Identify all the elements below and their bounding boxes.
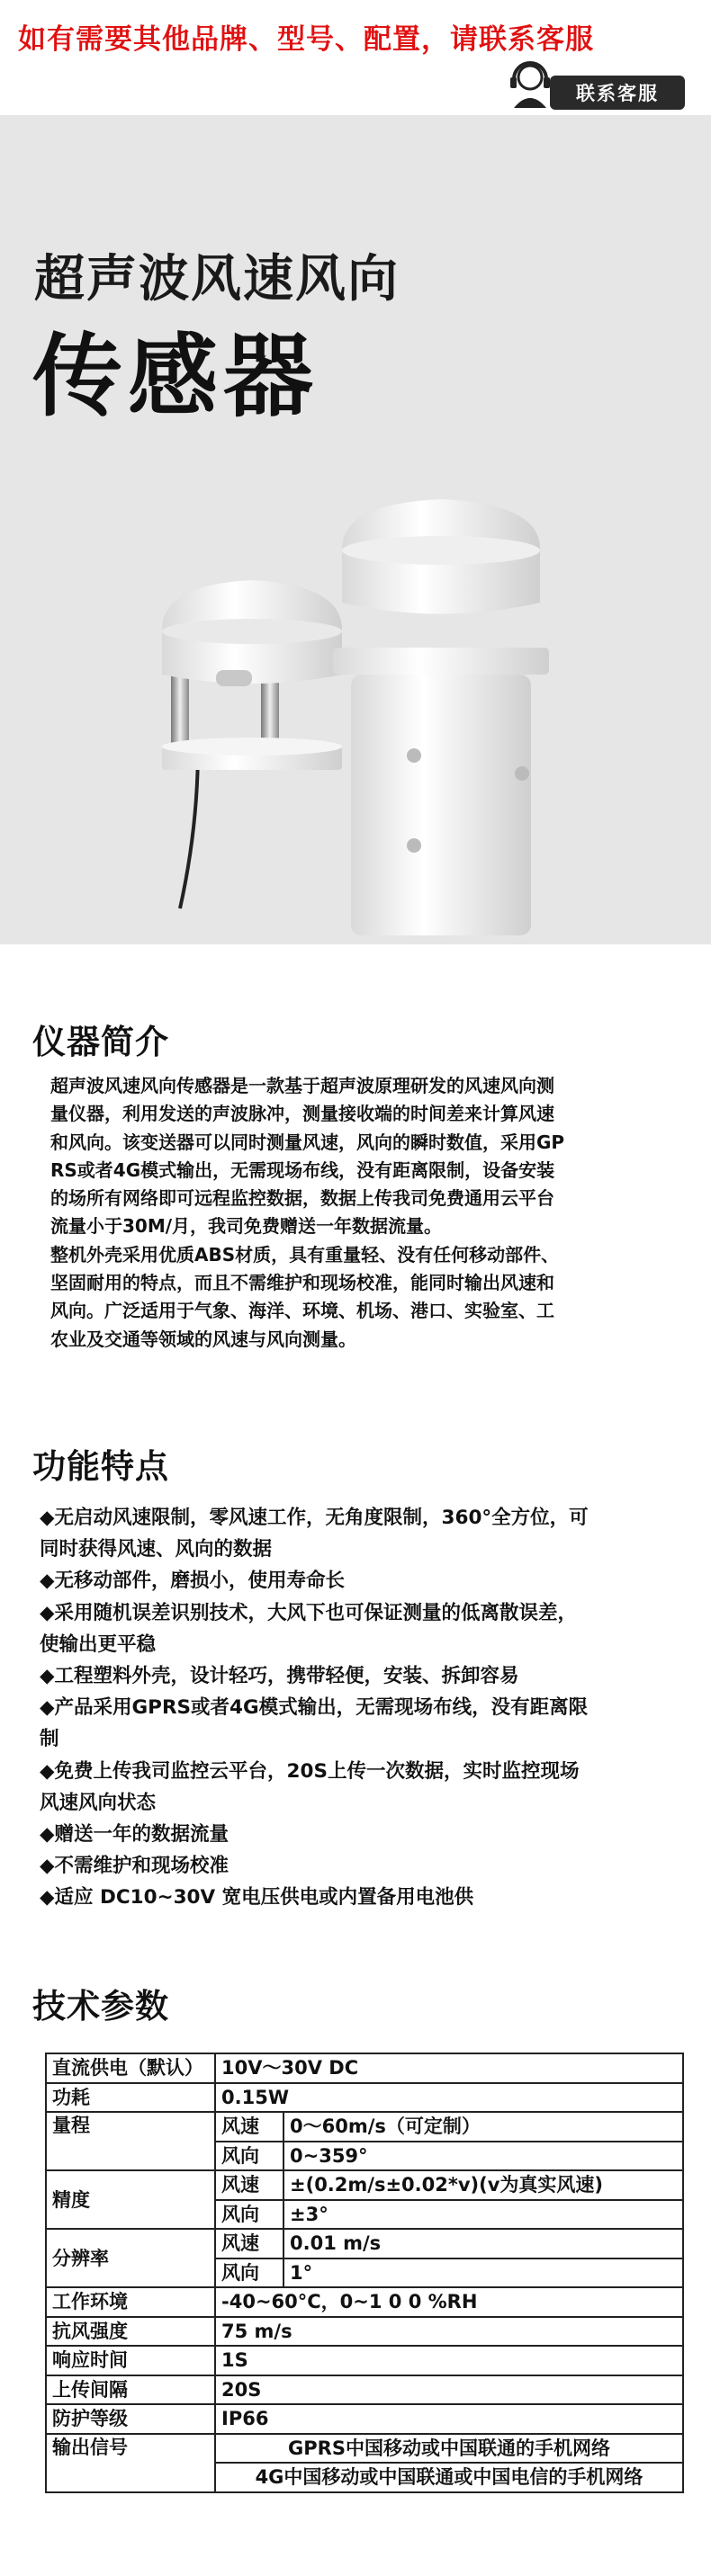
sensor-illustration [144, 477, 558, 944]
intro-line: RS或者4G模式输出，无需现场布线，没有距离限制，设备安装 [50, 1158, 555, 1181]
intro-title: 仪器简介 [32, 1023, 169, 1061]
spec-sublabel: 风速 [215, 2229, 284, 2258]
spec-value: ±3° [284, 2200, 683, 2230]
spec-table [45, 2053, 684, 2493]
specs-title: 技术参数 [32, 1987, 169, 2026]
spec-label: 量程 [46, 2112, 215, 2170]
customer-service[interactable] [500, 56, 698, 110]
table-row [46, 2053, 683, 2083]
banner-text: 如有需要其他品牌、型号、配置，请联系客服 [18, 23, 594, 56]
intro-line: 农业及交通等领域的风速与风向测量。 [50, 1328, 356, 1350]
feature-line: 使输出更平稳 [40, 1632, 157, 1656]
spec-value: 1° [284, 2258, 683, 2288]
intro-paragraph [50, 1072, 671, 1354]
spec-sublabel: 风向 [215, 2142, 284, 2171]
table-row [46, 2229, 683, 2258]
spec-value: 0.01 m/s [284, 2229, 683, 2258]
feature-line: ◆无移动部件，磨损小，使用寿命长 [40, 1570, 346, 1593]
feature-line: ◆适应 DC10~30V 宽电压供电或内置备用电池供 [40, 1886, 474, 1910]
hero-title-line1: 超声波风速风向 [34, 250, 400, 309]
feature-line: 风速风向状态 [40, 1791, 157, 1814]
table-row [46, 2170, 683, 2200]
table-row [46, 2434, 683, 2464]
spec-label: 响应时间 [46, 2346, 215, 2375]
spec-value: GPRS中国移动或中国联通的手机网络 [215, 2434, 683, 2464]
feature-line: ◆采用随机误差识别技术，大风下也可保证测量的低离散误差， [40, 1601, 578, 1624]
feature-line: ◆无启动风速限制，零风速工作，无角度限制，360°全方位，可 [40, 1507, 589, 1529]
intro-line: 超声波风速风向传感器是一款基于超声波原理研发的风速风向测 [50, 1075, 554, 1096]
feature-line: 制 [40, 1728, 59, 1751]
spec-label: 上传间隔 [46, 2375, 215, 2405]
spec-value: 20S [215, 2375, 683, 2405]
feature-line: ◆不需维护和现场校准 [40, 1855, 230, 1878]
spec-sublabel: 风向 [215, 2200, 284, 2230]
spec-value: 10V～30V DC [215, 2053, 683, 2083]
table-row [46, 2404, 683, 2434]
spec-label: 分辨率 [46, 2229, 215, 2287]
intro-line: 坚固耐用的特点，而且不需维护和现场校准，能同时输出风速和 [50, 1272, 554, 1294]
spec-value: -40~60°C，0~1 0 0 %RH [215, 2287, 683, 2317]
hero-title-line2: 传感器 [32, 324, 319, 429]
spec-value: 4G中国移动或中国联通或中国电信的手机网络 [215, 2463, 683, 2492]
intro-line: 整机外壳采用优质ABS材质，具有重量轻、没有任何移动部件、 [50, 1243, 560, 1266]
feature-line: ◆工程塑料外壳，设计轻巧，携带轻便，安装、拆卸容易 [40, 1665, 519, 1688]
contact-service-button[interactable]: 联系客服 [550, 76, 685, 110]
spec-value: ±(0.2m/s±0.02*v)(v为真实风速) [284, 2170, 683, 2200]
feature-line: ◆赠送一年的数据流量 [40, 1823, 230, 1847]
spec-sublabel: 风速 [215, 2112, 284, 2142]
intro-line: 流量小于30M/月，我司免费赠送一年数据流量。 [50, 1215, 443, 1238]
feature-line: ◆免费上传我司监控云平台，20S上传一次数据，实时监控现场 [40, 1759, 580, 1783]
spec-value: 0~359° [284, 2142, 683, 2171]
features-list [40, 1502, 670, 1914]
feature-line: 同时获得风速、风向的数据 [40, 1538, 273, 1561]
spec-sublabel: 风向 [215, 2258, 284, 2288]
table-row [46, 2083, 683, 2113]
spec-sublabel: 风速 [215, 2170, 284, 2200]
features-title: 功能特点 [32, 1447, 169, 1486]
table-row [46, 2317, 683, 2347]
spec-value: IP66 [215, 2404, 683, 2434]
table-row [46, 2112, 683, 2142]
spec-value: 1S [215, 2346, 683, 2375]
spec-label: 防护等级 [46, 2404, 215, 2434]
table-row [46, 2375, 683, 2405]
spec-value: 0～60m/s（可定制） [284, 2112, 683, 2142]
intro-line: 量仪器，利用发送的声波脉冲，测量接收端的时间差来计算风速 [50, 1103, 554, 1125]
spec-label: 工作环境 [46, 2287, 215, 2317]
spec-label: 输出信号 [46, 2434, 215, 2492]
table-row [46, 2287, 683, 2317]
feature-line: ◆产品采用GPRS或者4G模式输出，无需现场布线，没有距离限 [40, 1696, 589, 1720]
spec-value: 75 m/s [215, 2317, 683, 2347]
intro-line: 和风向。该变送器可以同时测量风速，风向的瞬时数值，采用GP [50, 1131, 565, 1153]
spec-value: 0.15W [215, 2083, 683, 2113]
intro-line: 风向。广泛适用于气象、海洋、环境、机场、港口、实验室、工 [50, 1300, 554, 1322]
spec-label: 精度 [46, 2170, 215, 2229]
spec-label: 功耗 [46, 2083, 215, 2113]
intro-line: 的场所有网络即可远程监控数据，数据上传我司免费通用云平台 [50, 1187, 554, 1210]
table-row [46, 2346, 683, 2375]
top-banner [0, 0, 711, 115]
spec-label: 直流供电（默认） [46, 2053, 215, 2083]
spec-label: 抗风强度 [46, 2317, 215, 2347]
